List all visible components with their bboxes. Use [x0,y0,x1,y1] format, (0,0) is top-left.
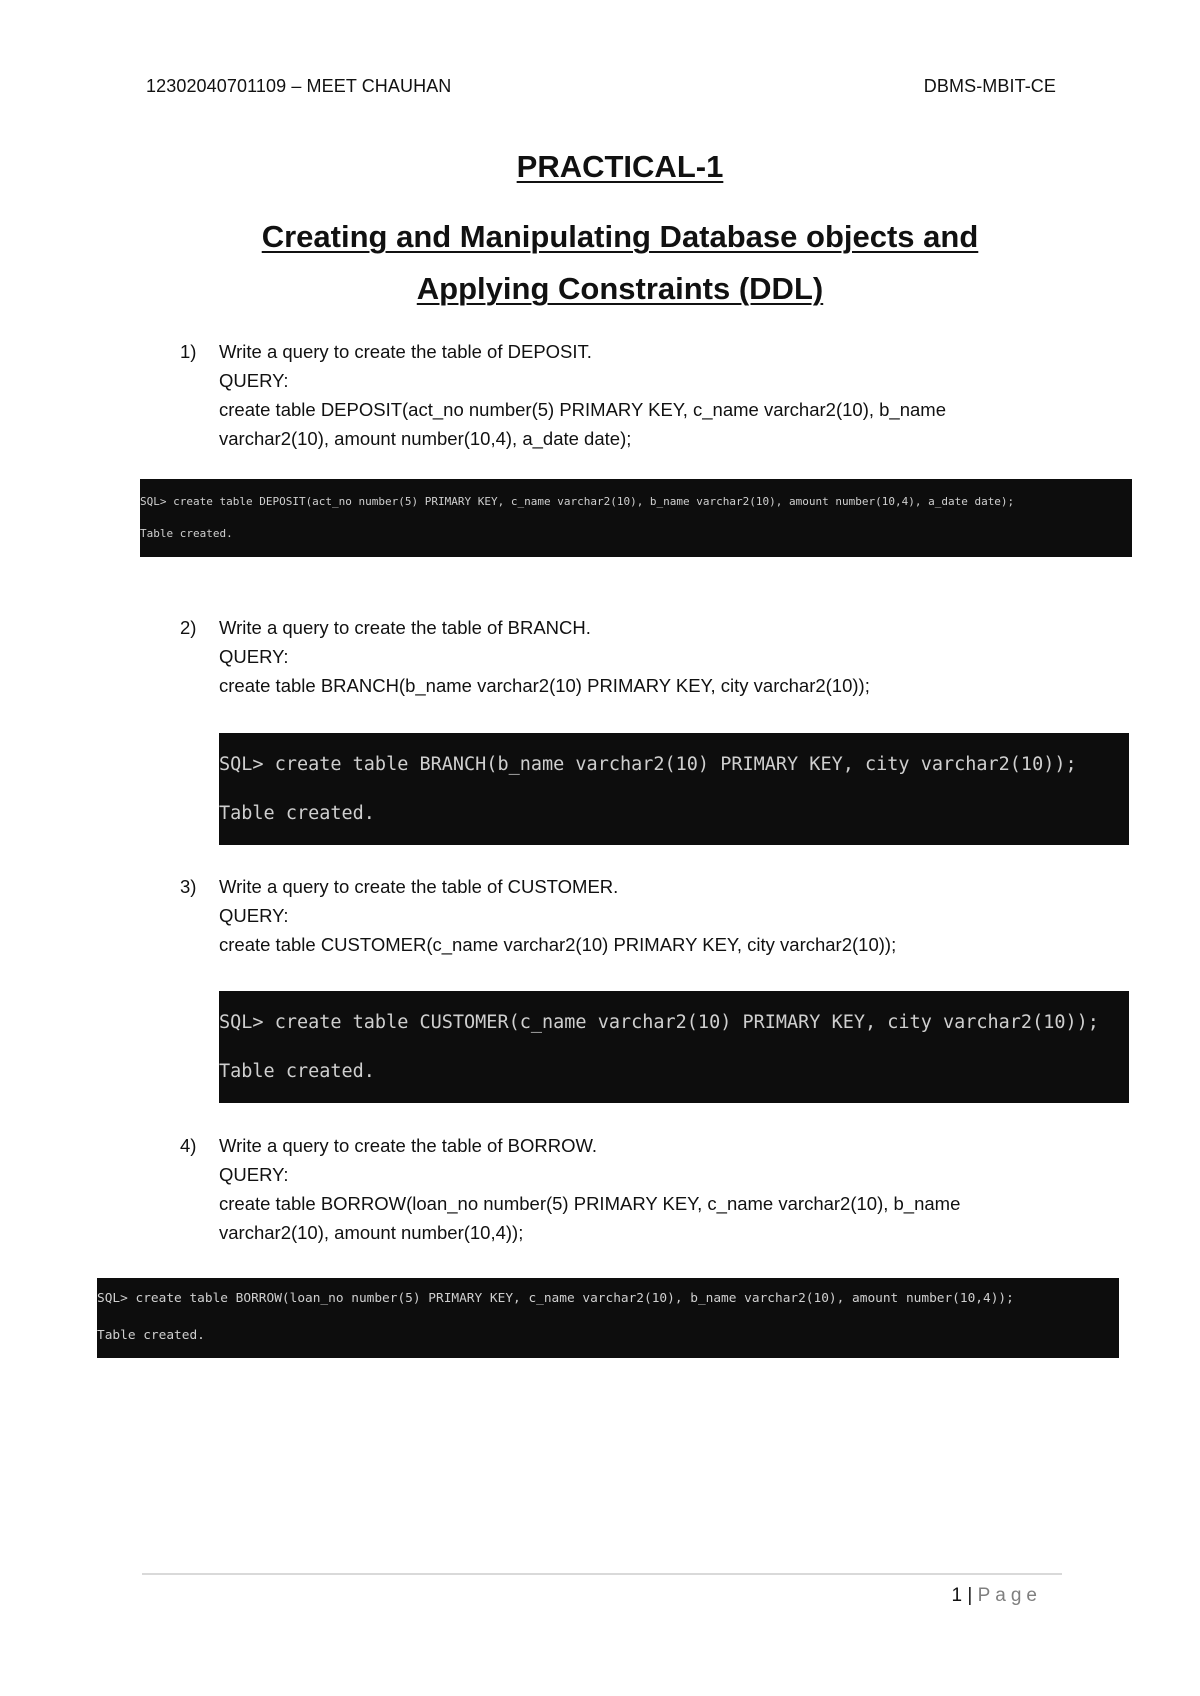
practical-title: PRACTICAL-1 [516,149,724,184]
sql-output: Table created. [219,1061,375,1082]
sql-command: SQL> create table DEPOSIT(act_no number(5) PRIMARY KEY, c_name varchar2(10), b_name varchar2(10), amount number(10,4), a_date date); [140,495,1015,508]
sql-output: Table created. [97,1328,205,1343]
page-number: 1 [951,1585,963,1606]
question-prompt: Write a query to create the table of CUSTOMER. [219,876,619,897]
page-label: Page [977,1585,1042,1606]
sql-terminal-screenshot [219,991,1129,1103]
query-text-line1: create table BORROW(loan_no number(5) PRIMARY KEY, c_name varchar2(10), b_name [219,1193,961,1214]
query-label: QUERY: [219,370,289,391]
sql-output: Table created. [219,803,375,824]
query-label: QUERY: [219,905,289,926]
sql-terminal-screenshot [140,479,1132,557]
question-4 [180,1131,960,1247]
query-text-line1: create table BRANCH(b_name varchar2(10) PRIMARY KEY, city varchar2(10)); [219,675,870,696]
question-number: 2) [180,617,197,638]
question-2 [180,613,870,700]
query-label: QUERY: [219,1164,289,1185]
query-text-line1: create table DEPOSIT(act_no number(5) PRIMARY KEY, c_name varchar2(10), b_name [219,399,946,420]
sql-command: SQL> create table CUSTOMER(c_name varchar2(10) PRIMARY KEY, city varchar2(10)); [219,1012,1099,1033]
query-label: QUERY: [219,646,289,667]
header-course: DBMS-MBIT-CE [923,76,1056,96]
sql-command: SQL> create table BRANCH(b_name varchar2(10) PRIMARY KEY, city varchar2(10)); [219,754,1077,775]
question-number: 4) [180,1135,197,1156]
page-footer [952,1585,1042,1607]
question-3 [180,872,896,959]
practical-subtitle-line2: Applying Constraints (DDL) [416,271,824,306]
question-prompt: Write a query to create the table of BRANCH. [219,617,591,638]
question-number: 3) [180,876,197,897]
sql-terminal-screenshot [219,733,1129,845]
sql-command: SQL> create table BORROW(loan_no number(5) PRIMARY KEY, c_name varchar2(10), b_name varchar2(10), amount number(10,4)); [97,1291,1014,1306]
question-number: 1) [180,341,197,362]
footer-divider [142,1573,1062,1575]
query-text-line2: varchar2(10), amount number(10,4)); [219,1222,524,1243]
page-separator: | [962,1585,978,1606]
sql-output: Table created. [140,527,233,540]
question-prompt: Write a query to create the table of BORROW. [219,1135,598,1156]
query-text-line2: varchar2(10), amount number(10,4), a_date date); [219,428,632,449]
header-author: 12302040701109 – MEET CHAUHAN [146,76,452,96]
practical-subtitle-line1: Creating and Manipulating Database objects and [261,219,979,254]
sql-terminal-screenshot [97,1278,1119,1358]
question-prompt: Write a query to create the table of DEPOSIT. [219,341,592,362]
query-text-line1: create table CUSTOMER(c_name varchar2(10) PRIMARY KEY, city varchar2(10)); [219,934,897,955]
question-1 [180,337,946,453]
